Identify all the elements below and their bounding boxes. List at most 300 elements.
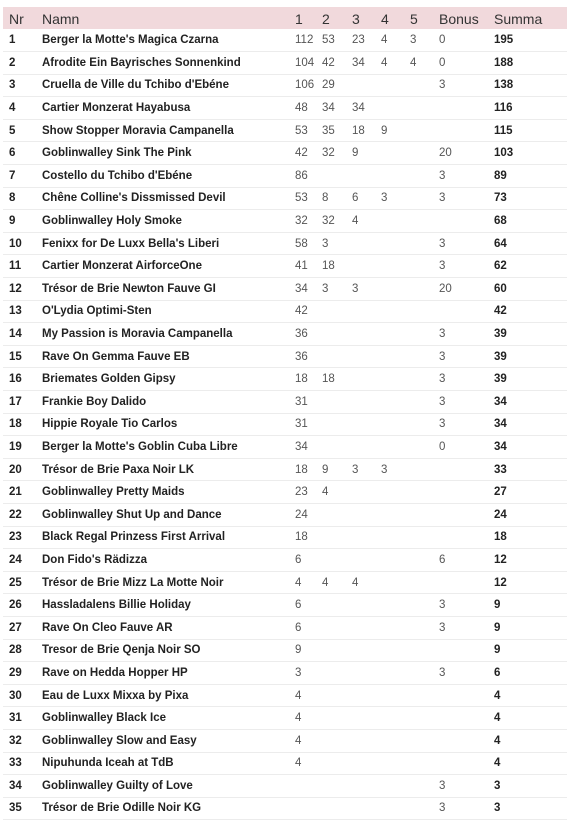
cell-1: 104 <box>295 56 315 69</box>
cell-bonus <box>439 458 494 481</box>
cell-nr: 3 <box>9 79 16 92</box>
results-table <box>3 7 567 820</box>
table-row <box>3 436 567 459</box>
cell-namn: Goblinwalley Sink The Pink <box>42 147 192 160</box>
cell-nr: 35 <box>9 802 22 815</box>
cell-nr: 11 <box>9 260 22 273</box>
cell-summa: 34 <box>494 395 507 408</box>
cell-2 <box>322 345 352 368</box>
cell-nr: 13 <box>9 305 22 318</box>
cell-summa: 39 <box>494 350 507 363</box>
cell-4 <box>381 413 410 436</box>
cell-1: 23 <box>295 486 308 499</box>
cell-4 <box>381 775 410 798</box>
cell-bonus <box>439 707 494 730</box>
cell-3: 6 <box>352 192 359 205</box>
header-row <box>3 7 567 29</box>
cell-1: 34 <box>295 282 308 295</box>
cell-2 <box>322 323 352 346</box>
cell-1: 4 <box>295 689 302 702</box>
cell-summa: 60 <box>494 282 507 295</box>
cell-3 <box>352 662 381 685</box>
cell-namn: Berger la Motte's Goblin Cuba Libre <box>42 440 238 453</box>
cell-4 <box>381 684 410 707</box>
cell-bonus: 3 <box>439 666 446 679</box>
table-row <box>3 210 567 233</box>
cell-1: 32 <box>295 215 308 228</box>
cell-2: 4 <box>322 576 329 589</box>
header-2: 2 <box>322 10 330 27</box>
cell-5 <box>410 707 439 730</box>
cell-nr: 29 <box>9 666 22 679</box>
cell-summa: 33 <box>494 463 507 476</box>
cell-namn: Show Stopper Moravia Campanella <box>42 124 234 137</box>
cell-bonus: 3 <box>439 621 446 634</box>
table-row <box>3 165 567 188</box>
cell-nr: 17 <box>9 395 22 408</box>
cell-bonus: 3 <box>439 395 446 408</box>
cell-bonus: 3 <box>439 599 446 612</box>
cell-bonus: 3 <box>439 350 446 363</box>
cell-2: 53 <box>322 34 335 47</box>
cell-summa: 34 <box>494 440 507 453</box>
cell-5 <box>410 526 439 549</box>
cell-4 <box>381 729 410 752</box>
cell-3: 23 <box>352 34 365 47</box>
cell-namn: Rave On Gemma Fauve EB <box>42 350 190 363</box>
table-row <box>3 255 567 278</box>
cell-summa: 62 <box>494 260 507 273</box>
header-summa: Summa <box>494 10 543 27</box>
table-row <box>3 142 567 165</box>
cell-5 <box>410 503 439 526</box>
cell-nr: 6 <box>9 147 16 160</box>
cell-1: 42 <box>295 147 308 160</box>
cell-3 <box>352 594 381 617</box>
cell-5 <box>410 74 439 97</box>
cell-1 <box>295 775 322 798</box>
cell-5 <box>410 255 439 278</box>
cell-1: 4 <box>295 712 302 725</box>
cell-1: 31 <box>295 395 308 408</box>
cell-5 <box>410 594 439 617</box>
cell-summa: 12 <box>494 553 507 566</box>
table-row <box>3 232 567 255</box>
cell-bonus: 3 <box>439 802 446 815</box>
cell-3 <box>352 639 381 662</box>
cell-nr: 9 <box>9 215 16 228</box>
cell-1 <box>295 797 322 820</box>
cell-2 <box>322 684 352 707</box>
cell-namn: Hassladalens Billie Holiday <box>42 599 191 612</box>
cell-nr: 33 <box>9 757 22 770</box>
cell-3: 3 <box>352 282 359 295</box>
cell-5: 3 <box>410 34 417 47</box>
cell-5 <box>410 729 439 752</box>
cell-4 <box>381 391 410 414</box>
cell-5 <box>410 119 439 142</box>
cell-4: 4 <box>381 56 388 69</box>
cell-1: 41 <box>295 260 308 273</box>
cell-summa: 188 <box>494 56 514 69</box>
cell-summa: 34 <box>494 418 507 431</box>
cell-nr: 20 <box>9 463 22 476</box>
cell-3 <box>352 752 381 775</box>
cell-3 <box>352 481 381 504</box>
cell-1: 9 <box>295 644 302 657</box>
cell-summa: 39 <box>494 373 507 386</box>
cell-4 <box>381 752 410 775</box>
cell-summa: 27 <box>494 486 507 499</box>
cell-summa: 4 <box>494 734 501 747</box>
cell-namn: Don Fido's Rädizza <box>42 553 147 566</box>
cell-1: 6 <box>295 553 302 566</box>
cell-bonus <box>439 639 494 662</box>
cell-1: 42 <box>295 305 308 318</box>
cell-bonus <box>439 210 494 233</box>
cell-1: 4 <box>295 576 302 589</box>
table-row <box>3 526 567 549</box>
cell-5 <box>410 616 439 639</box>
cell-3: 3 <box>352 463 359 476</box>
cell-4 <box>381 662 410 685</box>
cell-3: 4 <box>352 215 359 228</box>
cell-4 <box>381 142 410 165</box>
cell-5 <box>410 165 439 188</box>
cell-3 <box>352 391 381 414</box>
cell-namn: Eau de Luxx Mixxa by Pixa <box>42 689 189 702</box>
cell-3 <box>352 526 381 549</box>
cell-5 <box>410 436 439 459</box>
cell-2: 32 <box>322 147 335 160</box>
cell-5 <box>410 300 439 323</box>
cell-bonus: 3 <box>439 260 446 273</box>
header-4: 4 <box>381 10 389 27</box>
cell-1: 53 <box>295 124 308 137</box>
cell-3 <box>352 368 381 391</box>
cell-3 <box>352 707 381 730</box>
cell-namn: Trésor de Brie Odille Noir KG <box>42 802 202 815</box>
cell-1: 36 <box>295 350 308 363</box>
cell-3: 18 <box>352 124 365 137</box>
table-row <box>3 775 567 798</box>
cell-4 <box>381 526 410 549</box>
cell-3 <box>352 165 381 188</box>
cell-namn: Goblinwalley Shut Up and Dance <box>42 508 222 521</box>
cell-summa: 64 <box>494 237 507 250</box>
cell-5 <box>410 639 439 662</box>
cell-3 <box>352 74 381 97</box>
cell-1: 53 <box>295 192 308 205</box>
cell-nr: 18 <box>9 418 22 431</box>
cell-namn: Goblinwalley Holy Smoke <box>42 215 182 228</box>
cell-namn: O'Lydia Optimi-Sten <box>42 305 152 318</box>
cell-4: 3 <box>381 463 388 476</box>
cell-nr: 2 <box>9 56 16 69</box>
cell-1: 48 <box>295 102 308 115</box>
cell-4 <box>381 481 410 504</box>
cell-bonus <box>439 503 494 526</box>
cell-3 <box>352 323 381 346</box>
header-namn: Namn <box>42 10 80 27</box>
cell-nr: 5 <box>9 124 16 137</box>
cell-5 <box>410 345 439 368</box>
cell-namn: Cartier Monzerat AirforceOne <box>42 260 202 273</box>
cell-3 <box>352 729 381 752</box>
cell-bonus: 6 <box>439 553 446 566</box>
table-row <box>3 639 567 662</box>
cell-1: 18 <box>295 373 308 386</box>
cell-4 <box>381 74 410 97</box>
cell-namn: Frankie Boy Dalido <box>42 395 147 408</box>
table-row <box>3 594 567 617</box>
table-row <box>3 119 567 142</box>
table-row <box>3 323 567 346</box>
cell-2: 3 <box>322 282 329 295</box>
cell-3 <box>352 616 381 639</box>
cell-bonus: 20 <box>439 147 452 160</box>
cell-nr: 27 <box>9 621 22 634</box>
cell-1: 86 <box>295 169 308 182</box>
cell-2: 18 <box>322 373 335 386</box>
cell-nr: 24 <box>9 553 22 566</box>
cell-4 <box>381 232 410 255</box>
table-row <box>3 797 567 820</box>
table-row <box>3 503 567 526</box>
cell-4 <box>381 255 410 278</box>
cell-2 <box>322 594 352 617</box>
cell-namn: Rave on Hedda Hopper HP <box>42 666 188 679</box>
cell-2 <box>322 775 352 798</box>
cell-3: 4 <box>352 576 359 589</box>
cell-namn: Trésor de Brie Mizz La Motte Noir <box>42 576 224 589</box>
cell-1: 4 <box>295 734 302 747</box>
cell-bonus: 3 <box>439 328 446 341</box>
cell-1: 6 <box>295 599 302 612</box>
cell-nr: 25 <box>9 576 22 589</box>
cell-4: 9 <box>381 124 388 137</box>
cell-2: 4 <box>322 486 329 499</box>
cell-namn: Hippie Royale Tio Carlos <box>42 418 178 431</box>
cell-4 <box>381 368 410 391</box>
table-row <box>3 187 567 210</box>
cell-5 <box>410 481 439 504</box>
header-3: 3 <box>352 10 360 27</box>
cell-nr: 30 <box>9 689 22 702</box>
cell-2 <box>322 300 352 323</box>
cell-3 <box>352 549 381 572</box>
cell-namn: Goblinwalley Guilty of Love <box>42 779 193 792</box>
cell-bonus <box>439 752 494 775</box>
cell-2 <box>322 503 352 526</box>
cell-summa: 3 <box>494 802 501 815</box>
cell-5 <box>410 278 439 301</box>
cell-2 <box>322 662 352 685</box>
cell-5: 4 <box>410 56 417 69</box>
cell-2 <box>322 729 352 752</box>
cell-nr: 21 <box>9 486 22 499</box>
cell-summa: 9 <box>494 644 501 657</box>
cell-namn: Trésor de Brie Newton Fauve GI <box>42 282 216 295</box>
cell-summa: 4 <box>494 689 501 702</box>
cell-namn: Afrodite Ein Bayrisches Sonnenkind <box>42 56 241 69</box>
cell-4: 3 <box>381 192 388 205</box>
cell-bonus <box>439 119 494 142</box>
cell-4 <box>381 549 410 572</box>
cell-bonus: 3 <box>439 373 446 386</box>
cell-1: 106 <box>295 79 315 92</box>
cell-3 <box>352 300 381 323</box>
cell-3 <box>352 775 381 798</box>
table-row <box>3 278 567 301</box>
cell-summa: 18 <box>494 531 507 544</box>
cell-bonus <box>439 97 494 120</box>
table-row <box>3 74 567 97</box>
cell-1: 58 <box>295 237 308 250</box>
table-row <box>3 97 567 120</box>
cell-summa: 68 <box>494 215 507 228</box>
header-bonus: Bonus <box>439 10 479 27</box>
cell-namn: My Passion is Moravia Campanella <box>42 328 233 341</box>
cell-bonus <box>439 684 494 707</box>
cell-5 <box>410 187 439 210</box>
table-row <box>3 571 567 594</box>
cell-2 <box>322 707 352 730</box>
cell-nr: 34 <box>9 779 22 792</box>
cell-1: 112 <box>295 34 314 47</box>
cell-namn: Cruella de Ville du Tchibo d'Ebéne <box>42 79 229 92</box>
cell-4: 4 <box>381 34 388 47</box>
cell-3 <box>352 413 381 436</box>
cell-bonus: 3 <box>439 237 446 250</box>
cell-nr: 28 <box>9 644 22 657</box>
cell-1: 34 <box>295 440 308 453</box>
cell-2 <box>322 797 352 820</box>
cell-summa: 4 <box>494 712 501 725</box>
header-5: 5 <box>410 10 418 27</box>
table-row <box>3 729 567 752</box>
cell-3 <box>352 436 381 459</box>
cell-4 <box>381 345 410 368</box>
cell-nr: 15 <box>9 350 22 363</box>
table-row <box>3 413 567 436</box>
cell-summa: 116 <box>494 102 513 115</box>
cell-bonus: 20 <box>439 282 452 295</box>
cell-4 <box>381 97 410 120</box>
cell-nr: 19 <box>9 440 22 453</box>
cell-2: 3 <box>322 237 329 250</box>
table-row <box>3 481 567 504</box>
table-row <box>3 684 567 707</box>
cell-2 <box>322 413 352 436</box>
cell-bonus <box>439 300 494 323</box>
cell-nr: 14 <box>9 328 22 341</box>
cell-5 <box>410 368 439 391</box>
cell-2: 32 <box>322 215 335 228</box>
cell-summa: 12 <box>494 576 507 589</box>
cell-namn: Briemates Golden Gipsy <box>42 373 176 386</box>
cell-namn: Goblinwalley Black Ice <box>42 712 166 725</box>
cell-namn: Trésor de Brie Paxa Noir LK <box>42 463 195 476</box>
cell-2: 34 <box>322 102 335 115</box>
cell-summa: 138 <box>494 79 514 92</box>
cell-bonus: 3 <box>439 169 446 182</box>
cell-2: 18 <box>322 260 335 273</box>
cell-2: 9 <box>322 463 329 476</box>
cell-4 <box>381 436 410 459</box>
table-row <box>3 368 567 391</box>
cell-namn: Fenixx for De Luxx Bella's Liberi <box>42 237 220 250</box>
cell-3 <box>352 503 381 526</box>
cell-bonus: 3 <box>439 418 446 431</box>
cell-1: 6 <box>295 621 302 634</box>
cell-bonus: 3 <box>439 79 446 92</box>
cell-5 <box>410 662 439 685</box>
header-nr: Nr <box>9 10 24 27</box>
cell-4 <box>381 616 410 639</box>
cell-2 <box>322 616 352 639</box>
cell-bonus <box>439 526 494 549</box>
cell-bonus: 3 <box>439 779 446 792</box>
cell-4 <box>381 639 410 662</box>
cell-4 <box>381 278 410 301</box>
cell-summa: 42 <box>494 305 507 318</box>
cell-nr: 31 <box>9 712 22 725</box>
cell-5 <box>410 797 439 820</box>
cell-nr: 10 <box>9 237 22 250</box>
cell-namn: Goblinwalley Pretty Maids <box>42 486 185 499</box>
cell-5 <box>410 549 439 572</box>
cell-summa: 195 <box>494 34 514 47</box>
cell-summa: 24 <box>494 508 507 521</box>
cell-namn: Nipuhunda Iceah at TdB <box>42 757 174 770</box>
cell-2 <box>322 436 352 459</box>
cell-2 <box>322 391 352 414</box>
cell-1: 4 <box>295 757 302 770</box>
cell-3 <box>352 255 381 278</box>
cell-2 <box>322 752 352 775</box>
table-row <box>3 549 567 572</box>
table-row <box>3 616 567 639</box>
cell-nr: 22 <box>9 508 22 521</box>
cell-nr: 23 <box>9 531 22 544</box>
cell-5 <box>410 232 439 255</box>
cell-nr: 7 <box>9 169 16 182</box>
cell-bonus <box>439 481 494 504</box>
cell-summa: 103 <box>494 147 514 160</box>
cell-4 <box>381 210 410 233</box>
cell-nr: 1 <box>9 34 16 47</box>
cell-namn: Rave On Cleo Fauve AR <box>42 621 173 634</box>
cell-bonus <box>439 571 494 594</box>
table-row <box>3 345 567 368</box>
cell-4 <box>381 707 410 730</box>
cell-3: 34 <box>352 102 365 115</box>
cell-nr: 32 <box>9 734 22 747</box>
cell-summa: 73 <box>494 192 507 205</box>
cell-1: 3 <box>295 666 302 679</box>
cell-bonus: 0 <box>439 56 446 69</box>
cell-2: 42 <box>322 56 335 69</box>
cell-5 <box>410 571 439 594</box>
cell-3 <box>352 684 381 707</box>
table-row <box>3 52 567 75</box>
cell-2: 35 <box>322 124 335 137</box>
cell-namn: Black Regal Prinzess First Arrival <box>42 531 226 544</box>
table-row <box>3 300 567 323</box>
cell-5 <box>410 323 439 346</box>
table-row <box>3 662 567 685</box>
